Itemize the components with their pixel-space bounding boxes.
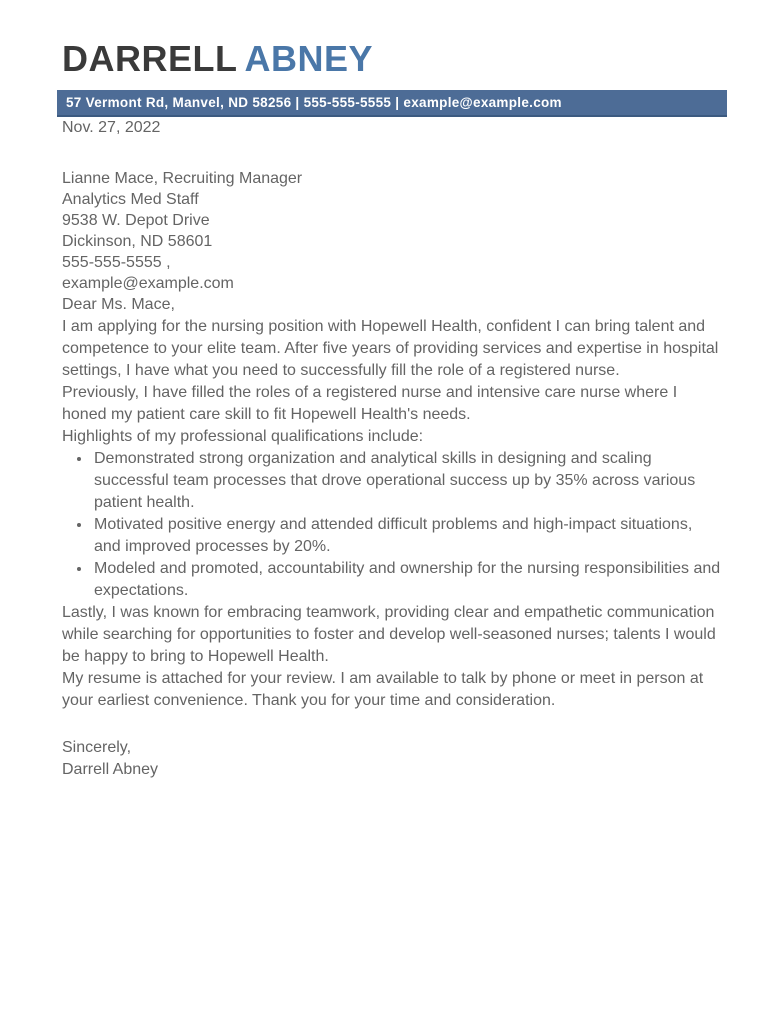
recipient-line: Analytics Med Staff [62, 191, 199, 208]
signature: Darrell Abney [62, 761, 159, 778]
letter-date: Nov. 27, 2022 [62, 119, 161, 136]
recipient-line: Lianne Mace, Recruiting Manager [62, 170, 303, 187]
paragraph-closing: My resume is attached for your review. I am available to talk by phone or meet in person at your earliest convenience. Thank you for your time and consideration. [62, 670, 704, 709]
recipient-line: example@example.com [62, 275, 234, 292]
page-title [62, 38, 784, 79]
paragraph-experience: Previously, I have filled the roles of a registered nurse and intensive care nurse where I honed my patient care skill to fit Hopewell Health's needs. [62, 384, 678, 423]
highlights-list [62, 448, 722, 602]
recipient-block [62, 168, 722, 294]
paragraph-intro: I am applying for the nursing position with Hopewell Health, confident I can bring talent and competence to your elite team. After five years of providing services and expertise in hospital settings, I have what you need to successfully fill the role of a registered nurse. [62, 318, 719, 379]
recipient-line: 9538 W. Depot Drive [62, 212, 210, 229]
salutation: Dear Ms. Mace, [62, 296, 175, 313]
contact-bar: 57 Vermont Rd, Manvel, ND 58256 | 555-555-5555 | example@example.com [57, 90, 727, 117]
signoff: Sincerely, [62, 739, 132, 756]
recipient-line: 555-555-5555 , [62, 254, 171, 271]
recipient-line: Dickinson, ND 58601 [62, 233, 213, 250]
first-name: DARRELL [62, 38, 238, 79]
letter-body [62, 117, 722, 781]
highlight-item: • Modeled and promoted, accountability and ownership for the nursing responsibilities and expectations. [92, 558, 722, 602]
highlights-intro: Highlights of my professional qualifications include: [62, 428, 424, 445]
last-name: ABNEY [244, 38, 374, 79]
highlight-item: • Demonstrated strong organization and analytical skills in designing and scaling successful team processes that drove operational success up by 35% across various patient health. [92, 448, 722, 514]
paragraph-teamwork: Lastly, I was known for embracing teamwork, providing clear and empathetic communication while searching for opportunities to foster and develop well-seasoned nurses; talents I would be happy to bring to Hopewell Health. [62, 604, 716, 665]
highlight-item: • Motivated positive energy and attended difficult problems and high-impact situations, and improved processes by 20%. [92, 514, 722, 558]
letterhead [0, 0, 784, 117]
signoff-block [62, 737, 722, 781]
